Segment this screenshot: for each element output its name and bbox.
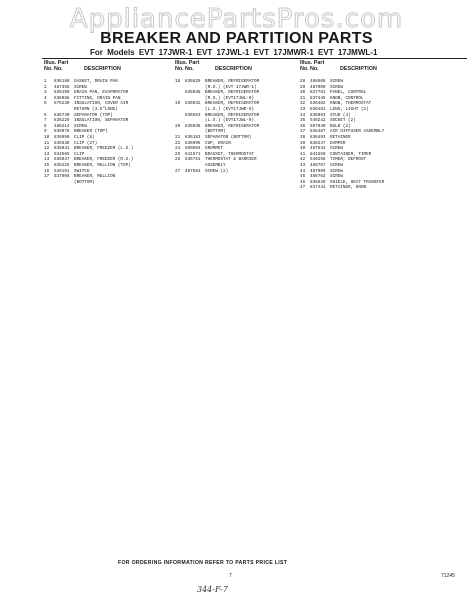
part-number: 836629 xyxy=(185,79,201,84)
part-description: RETAINER xyxy=(330,134,351,140)
no-label: No. xyxy=(175,66,184,73)
part-number: 836653 xyxy=(185,112,201,118)
part-description: SCREW xyxy=(330,79,343,84)
part-no-label: No. xyxy=(54,66,63,73)
illus-number: 26 xyxy=(175,157,181,163)
part-number: 836032 xyxy=(185,101,201,107)
description-label: DESCRIPTION xyxy=(215,66,252,73)
part-number: 836031 xyxy=(54,146,70,152)
part-number: 836487 xyxy=(310,129,326,135)
parts-column-2 xyxy=(175,60,300,174)
part-number: 836730 xyxy=(54,112,70,118)
part-description: KNOB, CONTROL xyxy=(330,95,364,101)
part-number: 836037 xyxy=(54,157,70,163)
illus-number: 15 xyxy=(44,162,50,168)
part-description: BULB (2) xyxy=(330,123,351,129)
illus-number: 7 xyxy=(44,118,47,124)
part-description: SCREW xyxy=(330,146,343,152)
part-description: DAMPER xyxy=(330,140,346,146)
illus-number: 5 xyxy=(44,101,47,107)
part-description: GROMMET xyxy=(205,146,224,152)
part-number: 836481 xyxy=(310,106,326,112)
illus-number: 47 xyxy=(300,185,306,191)
part-description: CLIP xyxy=(74,151,85,157)
parts-list xyxy=(175,79,300,174)
illus-number: 28 xyxy=(300,79,306,84)
part-number: 836096 xyxy=(185,140,201,146)
illus-number: 40 xyxy=(300,146,306,152)
illus-part-label: Illus. Part xyxy=(175,60,200,66)
illus-number xyxy=(44,180,54,186)
part-number: 650994 xyxy=(185,146,201,152)
illus-number: 18 xyxy=(175,79,181,84)
description-label: DESCRIPTION xyxy=(84,66,121,73)
part-number: 836090 xyxy=(54,134,70,140)
handwritten-note: 344-F-7 xyxy=(197,585,228,594)
parts-list xyxy=(44,79,174,185)
part-number: 836199 xyxy=(54,90,70,96)
part-number: 488763 xyxy=(310,174,326,180)
part-description: BREAKER (TOP) xyxy=(74,129,108,135)
description-label: DESCRIPTION xyxy=(340,66,377,73)
part-number: 546761 xyxy=(185,157,201,163)
part-description: SWITCH xyxy=(74,168,90,174)
part-row xyxy=(300,185,440,191)
illus-number: 27 xyxy=(175,168,181,174)
column-header xyxy=(175,60,300,75)
part-number: 836225 xyxy=(54,162,70,168)
part-number: 837444 xyxy=(310,185,326,191)
illus-number: 19 xyxy=(175,101,181,107)
part-number: 549256 xyxy=(310,157,326,163)
part-description: LENS, LIGHT (2) xyxy=(330,106,369,112)
part-row xyxy=(44,180,174,186)
part-description: FITTING, DRAIN PAN xyxy=(74,95,121,101)
illus-number: 37 xyxy=(300,129,306,135)
part-number: 837781 xyxy=(310,90,326,96)
part-number: 486214 xyxy=(54,123,70,129)
parts-column-3 xyxy=(300,60,440,191)
illus-number: 45 xyxy=(300,174,306,180)
part-number: 488767 xyxy=(310,162,326,168)
part-number: 549242 xyxy=(310,118,326,124)
part-description: GASKET, DRAIN PAN xyxy=(74,79,118,84)
illus-number: 12 xyxy=(44,146,50,152)
illus-number: 14 xyxy=(44,157,50,163)
illus-number: 20 xyxy=(175,123,181,129)
part-description: STUD (4) xyxy=(330,112,351,118)
part-description: AIR DIFFUSER ASSEMBLY xyxy=(330,129,385,135)
illus-number: 29 xyxy=(300,84,306,90)
part-number: 487358 xyxy=(54,84,70,90)
part-number xyxy=(54,180,74,186)
header-rule xyxy=(42,58,467,59)
part-description: BREAKER, MULLION xyxy=(74,174,116,180)
parts-column-1 xyxy=(44,60,174,185)
part-number: 836493 xyxy=(310,134,326,140)
illus-number: 42 xyxy=(300,157,306,163)
part-description: (BOTTOM) xyxy=(74,179,95,185)
part-description: RETAINER, KNOB xyxy=(330,185,367,191)
part-no-label: No. xyxy=(310,66,319,73)
illus-number: 31 xyxy=(300,95,306,101)
part-number: 836183 xyxy=(185,134,201,140)
part-description: PANEL, CONTROL xyxy=(330,90,367,96)
part-number: 876230 xyxy=(54,101,70,107)
illus-number: 32 xyxy=(300,101,306,107)
illus-number: 13 xyxy=(44,151,50,157)
part-description: BREAKER, REFRIGERATOR xyxy=(205,90,260,96)
illus-number: 25 xyxy=(175,151,181,157)
part-description: BREAKER, FREEZER (R.S.) xyxy=(74,157,134,163)
illus-number: 33 xyxy=(300,106,306,112)
part-description: CLIP (27) xyxy=(74,140,98,146)
illus-number: 1 xyxy=(44,79,47,84)
part-description: DRAIN PAN, EVAPORATOR xyxy=(74,90,129,96)
part-description: CUP, DRAIN xyxy=(205,140,231,146)
page-title: BREAKER AND PARTITION PARTS xyxy=(100,30,373,47)
illus-number: 24 xyxy=(175,146,181,152)
document-code: 71245 xyxy=(441,573,455,579)
part-description: (R.S.) (EVT 17JWR-1) xyxy=(205,84,257,90)
ordering-footer: FOR ORDERING INFORMATION REFER TO PARTS PRICE LIST xyxy=(118,560,288,566)
illus-number: 4 xyxy=(44,95,47,101)
illus-number: 2 xyxy=(44,84,47,90)
part-description: BREAKER, FREEZER (L.S.) xyxy=(74,146,134,152)
part-description: SEPARATOR (BOTTOM) xyxy=(205,134,252,140)
part-number: 836088 xyxy=(54,95,70,101)
illus-number: 11 xyxy=(44,140,50,146)
illus-number: 8 xyxy=(44,123,47,129)
part-description: THERMOSTAT & BARRIER xyxy=(205,157,257,163)
part-row xyxy=(175,169,300,175)
part-description: SCREW (2) xyxy=(205,168,229,174)
part-description: (BOTTOM) xyxy=(205,129,226,135)
illus-number: 30 xyxy=(300,90,306,96)
illus-part-label: Illus. Part xyxy=(300,60,325,66)
illus-number: 35 xyxy=(300,118,306,124)
part-number: 841550 xyxy=(310,151,326,157)
no-label: No. xyxy=(44,66,53,73)
part-description: CLIP (8) xyxy=(74,134,95,140)
part-description: SCREW xyxy=(330,168,343,174)
part-description: (R.S.) (EVT17JWL-0) xyxy=(205,95,254,101)
part-number: 836078 xyxy=(54,129,70,135)
part-number: 836189 xyxy=(54,79,70,84)
part-description: TIMER, DEFROST xyxy=(330,157,367,163)
part-description: SCREW xyxy=(330,84,343,90)
part-description: SCREW xyxy=(330,174,343,180)
part-number: 567949 xyxy=(310,123,326,129)
illus-part-label: Illus. Part xyxy=(44,60,69,66)
part-description: (L.S.) (EVT17JWR-0) xyxy=(205,106,254,112)
part-description: INSULATION, SEPARATOR xyxy=(74,118,129,124)
illus-number: 17 xyxy=(44,174,50,180)
part-number: 487534 xyxy=(310,146,326,152)
no-label: No. xyxy=(300,66,309,73)
illus-number: 44 xyxy=(300,168,306,174)
part-description: BREAKER, REFRIGERATOR xyxy=(205,79,260,84)
part-no-label: No. xyxy=(185,66,194,73)
illus-number: 34 xyxy=(300,112,306,118)
part-description: BREAKER, REFRIGERATOR xyxy=(205,112,260,118)
part-description: KNOB, THERMOSTAT xyxy=(330,101,372,107)
illus-number: 3 xyxy=(44,90,47,96)
illus-number: 9 xyxy=(44,129,47,135)
illus-number: 41 xyxy=(300,151,306,157)
models-line: For Models EVT 17JWR-1 EVT 17JWL-1 EVT 17JMWR-1 EVT 17JMWL-1 xyxy=(90,48,378,57)
part-description: SOCKET (2) xyxy=(330,118,356,124)
column-header xyxy=(300,60,440,75)
part-description: CONTAINER, TIMER xyxy=(330,151,372,157)
watermark: AppliancePartsPros.com xyxy=(69,4,404,34)
part-number: 836083 xyxy=(310,112,326,118)
part-number: 836038 xyxy=(185,90,201,96)
page-number: 7 xyxy=(229,573,232,579)
part-description: INSULATION, COVER AIR xyxy=(74,101,129,107)
illus-number: 22 xyxy=(175,140,181,146)
part-number: 488506 xyxy=(310,79,326,84)
part-number: 549191 xyxy=(54,168,70,174)
part-description: RETURN (3.5"LONG) xyxy=(74,106,118,112)
part-description: (L.S.) (EVT17JWL-0) xyxy=(205,118,254,124)
part-description: BRACKET, THERMOSTAT xyxy=(205,151,254,157)
part-description: SHIELD, HEAT TRANSFER xyxy=(330,179,385,185)
part-description: SCREW xyxy=(330,162,343,168)
illus-number: 43 xyxy=(300,162,306,168)
illus-number: 46 xyxy=(300,179,306,185)
part-number: 836247 xyxy=(310,140,326,146)
part-number: 841571 xyxy=(185,151,201,157)
part-description: SCREW xyxy=(74,84,87,90)
part-description: ASSEMBLY xyxy=(205,162,226,168)
part-number: 836482 xyxy=(310,101,326,107)
part-number: 840338 xyxy=(54,140,70,146)
illus-number: 10 xyxy=(44,134,50,140)
illus-number: 16 xyxy=(44,168,50,174)
part-number: 487909 xyxy=(310,168,326,174)
part-description: SCREW xyxy=(74,123,87,129)
illus-number: 36 xyxy=(300,123,306,129)
part-description: SEPARATOR (TOP) xyxy=(74,112,113,118)
illus-number: 6 xyxy=(44,112,47,118)
part-description: BREAKER, REFRIGERATOR xyxy=(205,101,260,107)
illus-number: 39 xyxy=(300,140,306,146)
parts-list xyxy=(300,79,440,191)
column-header xyxy=(44,60,174,75)
part-number: 837808 xyxy=(54,174,70,180)
part-number: 534565 xyxy=(54,151,70,157)
part-number: 487584 xyxy=(185,168,201,174)
illus-number: 38 xyxy=(300,134,306,140)
illus-number: 21 xyxy=(175,134,181,140)
part-description: BREAKER, REFRIGERATOR xyxy=(205,123,260,129)
part-number: 487909 xyxy=(310,84,326,90)
part-number: 836649 xyxy=(310,179,326,185)
part-number: 836036 xyxy=(185,123,201,129)
part-number: 837445 xyxy=(310,95,326,101)
part-number: 836229 xyxy=(54,118,70,124)
part-description: BREAKER, MULLION (TOP) xyxy=(74,162,131,168)
